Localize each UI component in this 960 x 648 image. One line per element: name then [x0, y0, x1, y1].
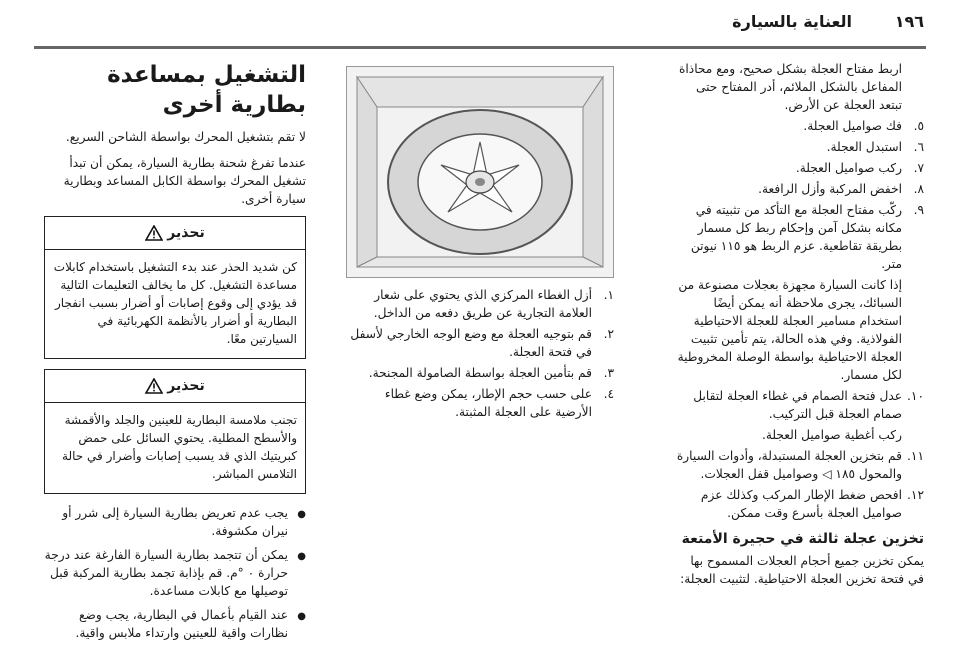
section-paragraph: يمكن تخزين جميع أحجام العجلات المسموح بها في فتحة تخزين العجلة الاحتياطية. لتثبيت العجلة:: [680, 554, 924, 586]
page-header: [0, 0, 960, 56]
section-title: التشغيل بمساعدة بطارية أخرى: [107, 62, 306, 118]
header-rule: [34, 46, 926, 49]
step-item: ١٠. عدل فتحة الصمام في غطاء العجلة لتقابل صمام العجلة قبل التركيب.: [693, 389, 924, 421]
intro-paragraph: عندما تفرغ شحنة بطارية السيارة، يمكن أن تبدأ تشغيل المحرك بواسطة الكابل المساعد وبطارية سيارة أخرى.: [63, 156, 306, 206]
warning-triangle-icon: [145, 225, 163, 241]
spare-wheel-drawing: [347, 67, 613, 277]
warning-text: تجنب ملامسة البطارية للعينين والجلد والأقمشة والأسطح المطلية. يحتوي السائل على حمض كبريتيك الذي قد يسبب إصابات وأضرار في حالة التلامس المباشر.: [62, 413, 297, 481]
warning-box: [44, 369, 306, 494]
bullet-icon: ●: [297, 611, 306, 622]
step-item: ٨. اخفض المركبة وأزل الرافعة.: [758, 182, 924, 196]
step-item: ٩. ركّب مفتاح العجلة مع التأكد من تثبيته في مكانه بشكل آمن وإحكام ربط كل مسمار بطريقة تقاطعية. عزم الربط هو ١١٥ نيوتن متر.: [690, 203, 924, 271]
step-item: ١٢. افحص ضغط الإطار المركب وكذلك عزم صواميل العجلة بأسرع وقت ممكن.: [700, 488, 924, 520]
section-heading: تخزين عجلة ثالثة في حجيرة الأمتعة: [681, 531, 924, 547]
warning-label: تحذير: [167, 225, 205, 241]
warning-text: كن شديد الحذر عند بدء التشغيل باستخدام كابلات مساعدة التشغيل. كل ما يخالف التعليمات التالية قد يؤدي إلى وقوع إصابات أو أضرار بسبب انفجار البطارية أو أضرار بالأنظمة الكهربائية في السيارتين معًا.: [53, 260, 297, 346]
step-item: ٦. استبدل العجلة.: [826, 140, 924, 154]
bullet-icon: ●: [297, 551, 306, 562]
running-title: العناية بالسيارة: [732, 12, 852, 31]
step-item: ١. أزل الغطاء المركزي الذي يحتوي على شعار العلامة التجارية عن طريق دفعه من الداخل.: [373, 288, 614, 320]
step-item: ٣. قم بتأمين العجلة بواسطة الصامولة المجنحة.: [368, 366, 614, 380]
warning-header: [45, 217, 305, 250]
middle-column: [348, 66, 614, 424]
step-continuation: ركب أغطية صواميل العجلة.: [761, 428, 902, 442]
warning-triangle-icon: [145, 378, 163, 394]
step-item: ٧. ركب صواميل العجلة.: [795, 161, 924, 175]
note-paragraph: إذا كانت السيارة مجهزة بعجلات مصنوعة من السبائك، يجرى ملاحظة أنه يمكن أيضًا استخدام مسامير العجلة للعجلة الاحتياطية الفولاذية. وفي هذه الحالة، يتم تأمين تثبيت العجلة الاحتياطية بواسطة الوصلة المخروطية لكل مسمار.: [677, 278, 902, 382]
bullet-icon: ●: [297, 509, 306, 520]
step-continuation: اربط مفتاح العجلة بشكل صحيح، ومع محاذاة المفاعل بالشكل الملائم، أدر المفتاح حتى تبتعد العجلة عن الأرض.: [679, 62, 902, 112]
page-number: ١٩٦: [894, 12, 924, 31]
intro-paragraph: لا تقم بتشغيل المحرك بواسطة الشاحن السريع.: [65, 130, 306, 144]
step-item: ٢. قم بتوجيه العجلة مع وضع الوجه الخارجي لأسفل في فتحة العجلة.: [350, 327, 614, 359]
list-item: ● عند القيام بأعمال في البطارية، يجب وضع نظارات واقية للعينين وارتداء ملابس واقية.: [75, 608, 306, 640]
warning-box: [44, 216, 306, 359]
left-column: [44, 60, 306, 648]
right-column: [676, 60, 924, 596]
step-item: ١١. قم بتخزين العجلة المستبدلة، وأدوات السيارة والمحول ١٨٥ ◁ وصواميل قفل العجلات.: [676, 449, 924, 481]
list-item: ● يمكن أن تتجمد بطارية السيارة الفارغة عند درجة حرارة ٠ °م. قم بإذابة تجمد بطارية المركبة قبل توصيلها مع كابلات مساعدة.: [44, 548, 306, 598]
step-item: ٤. على حسب حجم الإطار، يمكن وضع غطاء الأرضية على العجلة المثبتة.: [384, 387, 614, 419]
step-item: ٥. فك صواميل العجلة.: [803, 119, 924, 133]
list-item: ● يجب عدم تعريض بطارية السيارة إلى شرر أو نيران مكشوفة.: [62, 506, 306, 538]
warning-header: [45, 370, 305, 403]
warning-label: تحذير: [167, 378, 205, 394]
spare-wheel-illustration: [346, 66, 614, 278]
